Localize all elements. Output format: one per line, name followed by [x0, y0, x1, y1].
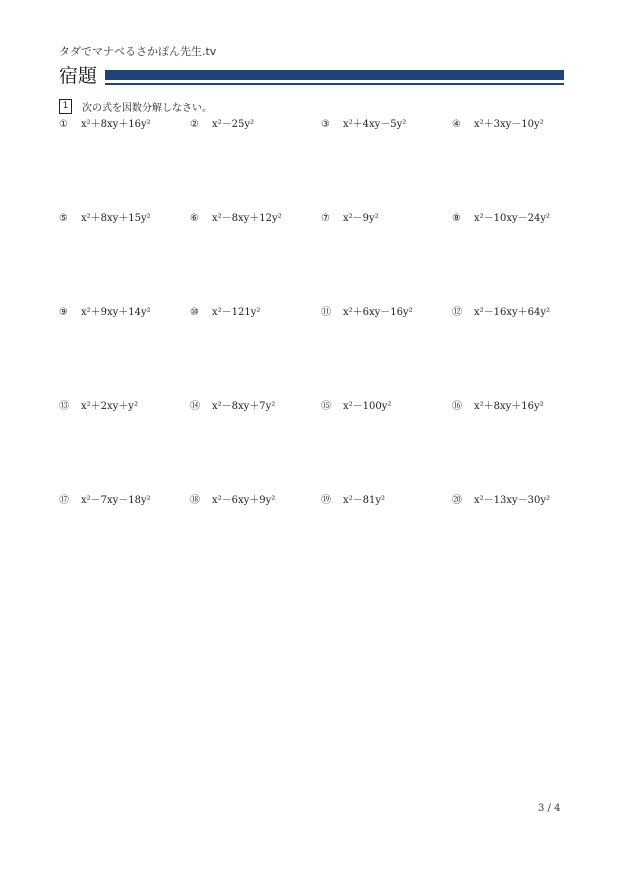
problem-index: ⑤: [59, 213, 68, 224]
problem-item: [190, 118, 321, 212]
problem-item: [452, 400, 583, 494]
problem-index: ⑰: [59, 495, 69, 506]
page-number: 3 / 4: [538, 803, 561, 814]
problem-expression: x²－16xy＋64y²: [474, 307, 551, 318]
site-name: タダでマナベるさかぽん先生.tv: [59, 45, 217, 58]
problem-index: ⑩: [190, 307, 199, 318]
problem-item: [59, 212, 190, 306]
problem-index: ③: [321, 119, 330, 130]
problem-index: ⑪: [321, 307, 331, 318]
problem-expression: x²－10xy－24y²: [474, 213, 551, 224]
problem-index: ⑫: [452, 307, 462, 318]
problem-item: [190, 212, 321, 306]
question-instruction: [59, 98, 212, 114]
problem-item: [321, 400, 452, 494]
problem-expression: x²＋8xy＋16y²: [81, 119, 151, 130]
problem-item: [452, 118, 583, 212]
problem-item: [59, 118, 190, 212]
problem-item: [59, 400, 190, 494]
problem-item: [59, 494, 190, 588]
problem-item: [452, 306, 583, 400]
problem-index: ⑦: [321, 213, 330, 224]
problem-index: ⑯: [452, 401, 462, 412]
problem-index: ②: [190, 119, 199, 130]
problem-expression: x²－25y²: [212, 119, 255, 130]
problem-expression: x²－81y²: [343, 495, 386, 506]
header-rule-thin: [105, 83, 564, 85]
problem-index: ⑥: [190, 213, 199, 224]
problem-index: ⑭: [190, 401, 200, 412]
problem-expression: x²＋4xy－5y²: [343, 119, 407, 130]
problem-expression: x²＋8xy＋15y²: [81, 213, 151, 224]
problem-expression: x²＋6xy－16y²: [343, 307, 413, 318]
problem-item: [321, 306, 452, 400]
instruction-text: 次の式を因数分解しなさい。: [82, 102, 212, 114]
problem-item: [321, 118, 452, 212]
problem-expression: x²－8xy＋7y²: [212, 401, 276, 412]
problem-index: ⑨: [59, 307, 68, 318]
problem-item: [190, 494, 321, 588]
problem-grid: [59, 118, 579, 588]
problem-index: ④: [452, 119, 461, 130]
problem-index: ①: [59, 119, 68, 130]
problem-item: [452, 494, 583, 588]
problem-item: [321, 212, 452, 306]
problem-expression: x²－13xy－30y²: [474, 495, 551, 506]
problem-expression: x²－8xy＋12y²: [212, 213, 282, 224]
header-rule-thick: [105, 70, 564, 80]
problem-index: ⑱: [190, 495, 200, 506]
problem-expression: x²－9y²: [343, 213, 379, 224]
problem-index: ⑧: [452, 213, 461, 224]
problem-expression: x²＋3xy－10y²: [474, 119, 544, 130]
problem-expression: x²－100y²: [343, 401, 392, 412]
page-title: 宿題: [59, 65, 98, 87]
problem-index: ⑳: [452, 495, 462, 506]
problem-item: [59, 306, 190, 400]
problem-item: [321, 494, 452, 588]
problem-index: ⑬: [59, 401, 69, 412]
problem-expression: x²＋8xy＋16y²: [474, 401, 544, 412]
problem-index: ⑮: [321, 401, 331, 412]
problem-item: [452, 212, 583, 306]
problem-expression: x²＋2xy＋y²: [81, 401, 138, 412]
problem-expression: x²＋9xy＋14y²: [81, 307, 151, 318]
problem-expression: x²－6xy＋9y²: [212, 495, 276, 506]
question-number-box: 1: [59, 99, 72, 114]
problem-item: [190, 400, 321, 494]
problem-expression: x²－7xy－18y²: [81, 495, 151, 506]
section-header: [59, 64, 564, 90]
problem-item: [190, 306, 321, 400]
problem-expression: x²－121y²: [212, 307, 261, 318]
problem-index: ⑲: [321, 495, 331, 506]
